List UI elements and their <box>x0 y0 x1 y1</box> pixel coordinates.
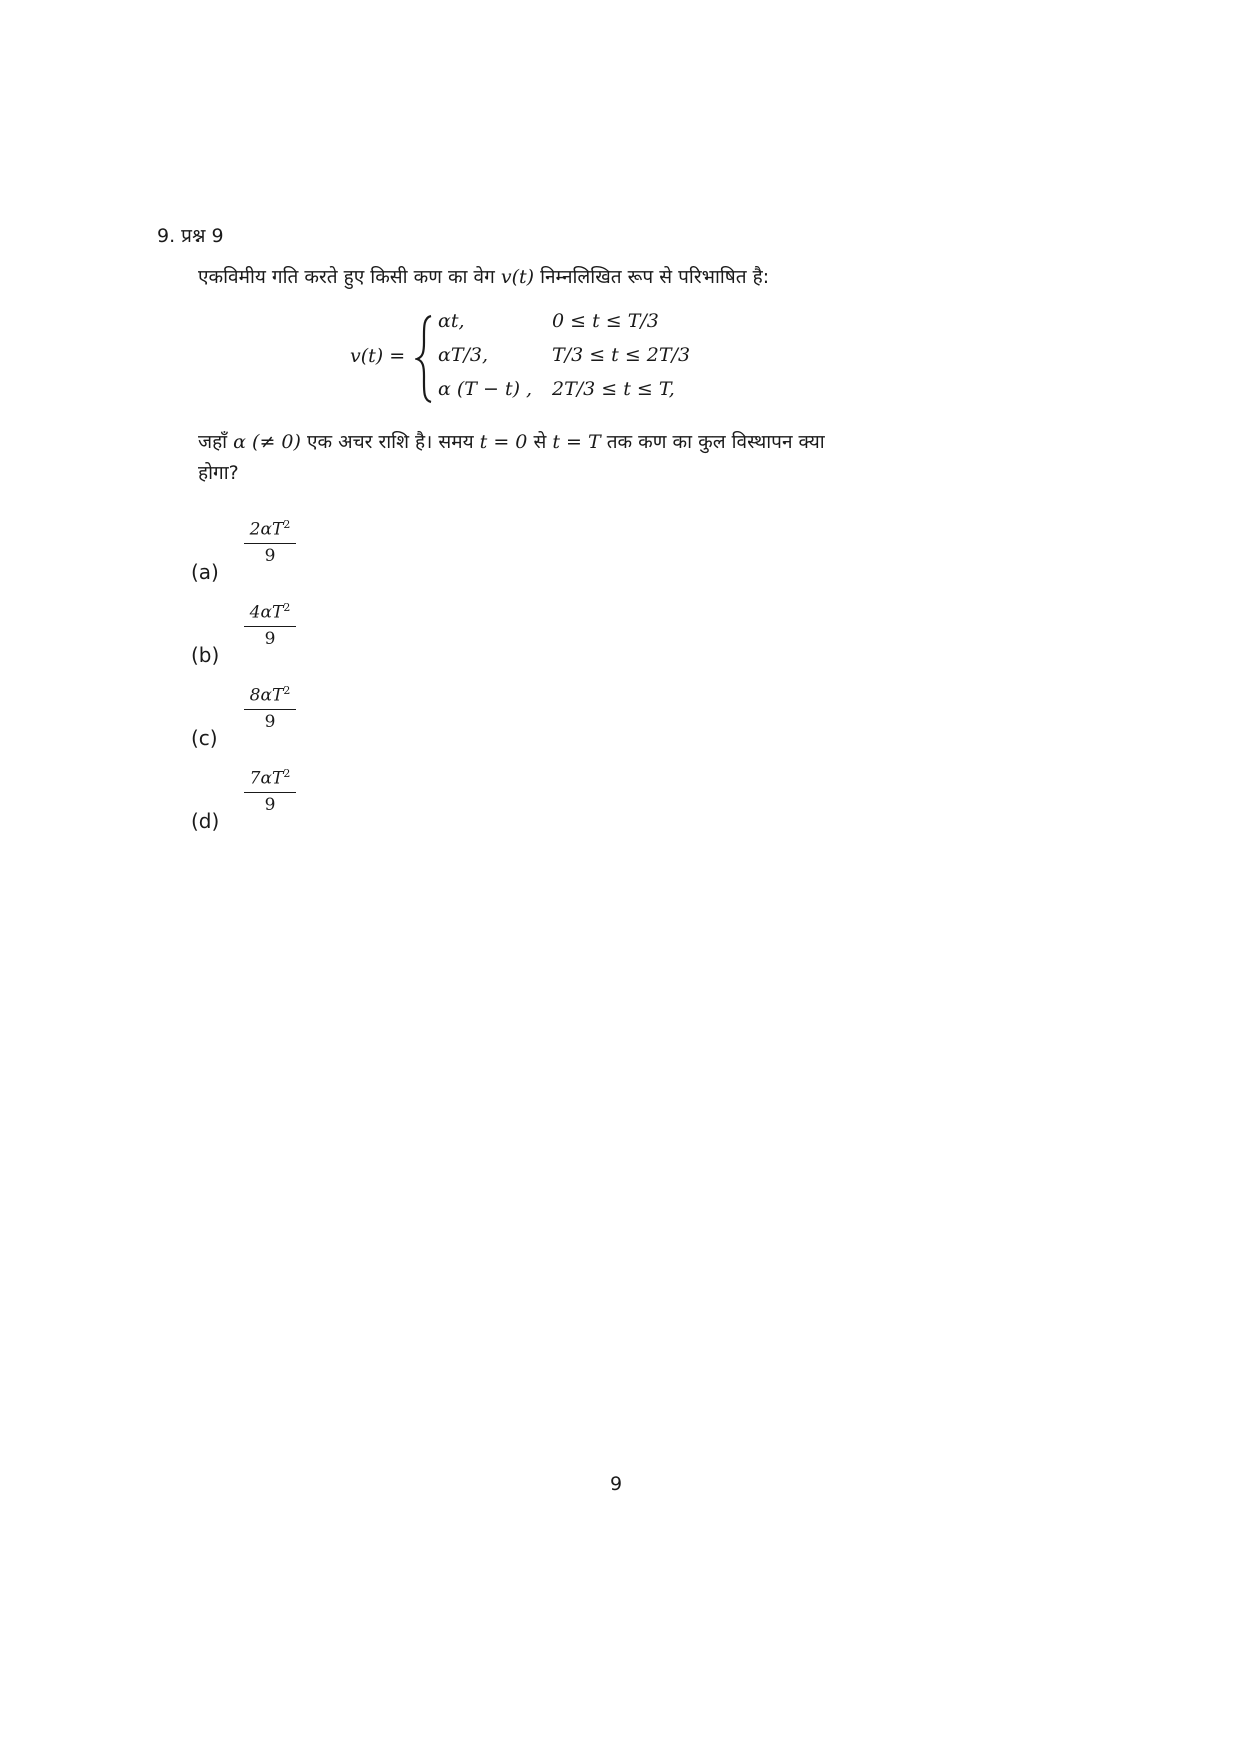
velocity-equation <box>350 310 770 410</box>
fraction-numerator: 8αT <box>249 685 284 706</box>
page-number: 9 <box>610 1473 623 1495</box>
option-label: (d) <box>191 809 220 833</box>
continuation-text-1: जहाँ <box>198 431 228 453</box>
case-cond-3: 2T/3 ≤ t ≤ T, <box>552 378 675 400</box>
fraction-exponent: 2 <box>283 518 291 531</box>
stem-suffix: निम्नलिखित रूप से परिभाषित है: <box>540 266 770 288</box>
case-expr-1: αt, <box>438 310 465 332</box>
question-continuation <box>198 428 825 454</box>
option-fraction <box>244 684 296 732</box>
fraction-exponent: 2 <box>283 684 291 697</box>
fraction-numerator: 4αT <box>249 602 284 623</box>
option-fraction <box>244 601 296 649</box>
case-cond-1: 0 ≤ t ≤ T/3 <box>552 310 659 332</box>
option-fraction <box>244 767 296 815</box>
option-label: (a) <box>191 560 219 584</box>
option-label: (c) <box>191 726 218 750</box>
question-heading: 9. प्रश्न 9 <box>157 225 224 247</box>
option-fraction <box>244 518 296 566</box>
fraction-exponent: 2 <box>283 601 291 614</box>
stem-variable: v(t) <box>500 266 535 288</box>
fraction-exponent: 2 <box>283 767 291 780</box>
t-start: t = 0 <box>479 431 528 453</box>
case-expr-3: α (T − t) , <box>438 378 533 400</box>
case-cond-2: T/3 ≤ t ≤ 2T/3 <box>552 344 691 366</box>
fraction-denominator: 9 <box>264 711 276 732</box>
t-end: t = T <box>552 431 601 453</box>
fraction-numerator: 7αT <box>249 768 284 789</box>
left-brace-icon <box>415 314 435 404</box>
fraction-denominator: 9 <box>264 794 276 815</box>
question-stem <box>198 263 769 289</box>
case-expr-2: αT/3, <box>438 344 489 366</box>
continuation-text-2: एक अचर राशि है। समय <box>306 431 474 453</box>
stem-prefix: एकविमीय गति करते हुए किसी कण का वेग <box>198 266 495 288</box>
alpha-condition: α (≠ 0) <box>233 431 301 453</box>
fraction-denominator: 9 <box>264 545 276 566</box>
fraction-denominator: 9 <box>264 628 276 649</box>
continuation-text-4: तक कण का कुल विस्थापन क्या <box>606 431 825 453</box>
question-continuation-line2: होगा? <box>198 462 239 484</box>
fraction-numerator: 2αT <box>249 519 284 540</box>
continuation-text-3: से <box>533 431 547 453</box>
equation-lhs: v(t) = <box>350 345 406 367</box>
option-label: (b) <box>191 643 220 667</box>
